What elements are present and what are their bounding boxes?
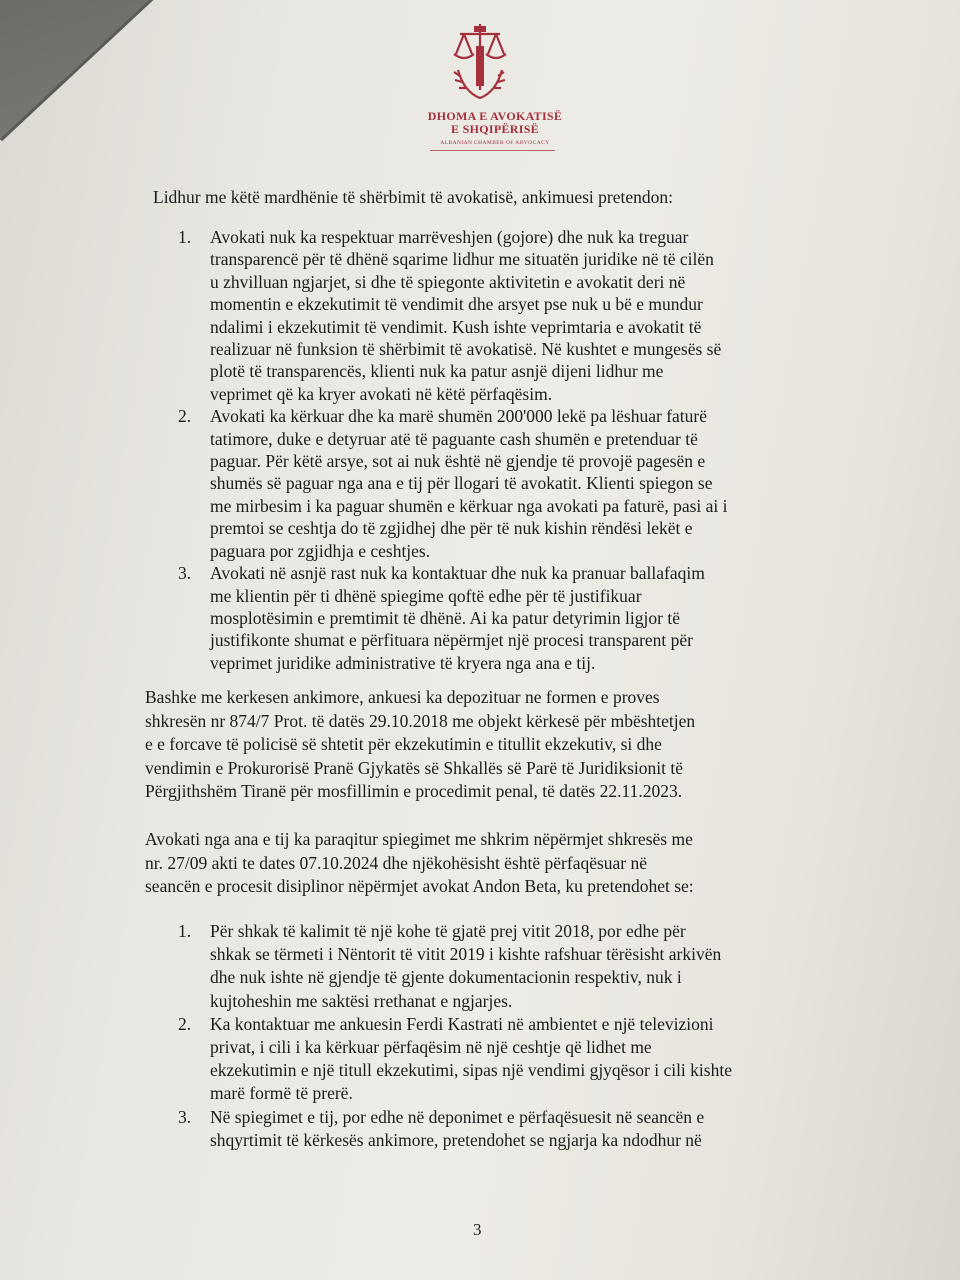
text-line: veprimet që ka kryer avokati në këtë përfaqësim. bbox=[210, 383, 553, 404]
evidence-paragraph bbox=[145, 686, 825, 804]
page-number: 3 bbox=[473, 1220, 482, 1239]
text-line: premtoi se ceshtja do të zgjidhej dhe për të nuk kishin rëndësi lekët e bbox=[210, 518, 693, 539]
text-line: kujtoheshin me saktësi rrethanat e ngjarjes. bbox=[210, 990, 513, 1011]
text-line: justifikonte shumat e përfituara nëpërmjet një procesi transparent për bbox=[210, 630, 694, 651]
text-line: paguar. Për këtë arsye, sot ai nuk është në gjendje të provojë pagesën e bbox=[210, 451, 706, 472]
text-line: shkak se tërmeti i Nëntorit të vitit 2019 i kishte rafshuar tërësisht arkivën bbox=[210, 944, 722, 965]
text-line: veprimet juridike administrative të kryera nga ana e tij. bbox=[210, 652, 596, 673]
text-line: e e forcave të policisë së shtetit për ekzekutimin e titullit ekzekutiv, si dhe bbox=[145, 734, 662, 754]
text-line: u zhvilluan ngjarjet, si dhe të spiegonte aktivitetin e avokatit deri në bbox=[210, 271, 686, 292]
text-line: vendimin e Prokurorisë Pranë Gjykatës së Shkallës së Parë të Juridiksionit të bbox=[145, 757, 684, 778]
text-line: seancën e procesit disiplinor nëpërmjet avokat Andon Beta, ku pretendohet se: bbox=[145, 876, 694, 896]
text-line: momentin e ekzekutimit të vendimit dhe arsyet pse nuk u bë e mundur bbox=[210, 294, 703, 315]
list-number: 1. bbox=[178, 921, 192, 941]
chamber-name-line2: E SHQIPËRISË bbox=[451, 122, 539, 136]
list-item bbox=[170, 1013, 825, 1106]
list-item bbox=[170, 1106, 825, 1152]
chamber-name-line1: DHOMA E AVOKATISË bbox=[427, 109, 563, 123]
text-line: Avokati ka kërkuar dhe ka marë shumën 200'000 lekë pa lëshuar faturë bbox=[210, 406, 708, 427]
text-line: marë formë të prerë. bbox=[210, 1083, 353, 1104]
defense-list bbox=[170, 920, 825, 1152]
text-line: tatimore, duke e detyruar atë të paguante cash shumën e pretenduar të bbox=[210, 428, 698, 449]
list-item bbox=[170, 562, 825, 674]
text-line: Avokati nga ana e tij ka paraqitur spiegimet me shkrim nëpërmjet shkresës me bbox=[145, 829, 693, 849]
list-item-text bbox=[210, 562, 825, 674]
response-paragraph bbox=[145, 828, 825, 899]
text-line: Për shkak të kalimit të një kohe të gjatë prej vitit 2018, por edhe për bbox=[210, 921, 686, 941]
text-line: me mirbesim i ka paguar shumën e kërkuar nga avokati pa faturë, pasi ai i bbox=[210, 495, 728, 516]
text-line: Avokati në asnjë rast nuk ka kontaktuar dhe nuk ka pranuar ballafaqim bbox=[210, 563, 705, 584]
list-item bbox=[170, 920, 825, 1013]
list-number: 2. bbox=[178, 406, 192, 427]
list-item-text bbox=[210, 226, 825, 405]
list-item-text bbox=[210, 405, 825, 562]
text-line: Ka kontaktuar me ankuesin Ferdi Kastrati në ambientet e një televizioni bbox=[210, 1013, 714, 1034]
text-line: ndalimi i ekzekutimit të vendimit. Kush ishte veprimtaria e avokatit të bbox=[210, 316, 702, 337]
text-line: nr. 27/09 akti te dates 07.10.2024 dhe njëkohësisht është përfaqësuar në bbox=[145, 852, 648, 873]
text-line: shumës së paguar nga ana e tij për llogari të avokatit. Klienti spiegon se bbox=[210, 473, 713, 494]
chamber-name-english: ALBANIAN CHAMBER OF ADVOCACY bbox=[440, 140, 550, 146]
scales-of-justice-logo-icon bbox=[440, 18, 520, 106]
list-number: 1. bbox=[178, 227, 192, 247]
list-item-text bbox=[210, 920, 825, 1013]
list-number: 3. bbox=[178, 563, 192, 584]
text-line: realizuar në funksion të shërbimit të avokatisë. Në kushtet e mungesës së bbox=[210, 339, 722, 360]
text-line: privat, i cili i ka kërkuar përfaqësim në një ceshtje që lidhet me bbox=[210, 1037, 652, 1058]
list-item-text bbox=[210, 1106, 825, 1152]
text-line: dhe nuk ishte në gjendje të gjente dokumentacionin respektiv, nuk i bbox=[210, 967, 682, 988]
text-line: transparencë për të dhënë sqarime lidhur me situatën juridike në të cilën bbox=[210, 249, 714, 270]
text-line: shkresën nr 874/7 Prot. të datës 29.10.2018 me objekt kërkesë për mbështetjen bbox=[145, 710, 696, 731]
chamber-name bbox=[380, 110, 610, 136]
list-number: 2. bbox=[178, 1013, 192, 1034]
text-line: Përgjithshëm Tiranë për mosfillimin e procedimit penal, të datës 22.11.2023. bbox=[145, 781, 683, 801]
text-line: mosplotësimin e premtimit të dhënë. Ai ka patur detyrimin ligjor të bbox=[210, 607, 680, 628]
text-line: ekzekutimin e një titull ekzekutimi, sipas një vendimi gjyqësor i cili kishte bbox=[210, 1060, 732, 1081]
text-line: plotë të transparencës, klienti nuk ka patur asnjë dijeni lidhur me bbox=[210, 361, 664, 382]
list-number: 3. bbox=[178, 1106, 192, 1127]
list-item-text bbox=[210, 1013, 825, 1106]
claims-list bbox=[170, 226, 825, 674]
list-item bbox=[170, 405, 825, 562]
letterhead-divider bbox=[430, 150, 555, 151]
text-line: Bashke me kerkesen ankimore, ankuesi ka depozituar ne formen e proves bbox=[145, 687, 660, 707]
text-line: shqyrtimit të kërkesës ankimore, pretendohet se ngjarja ka ndodhur në bbox=[210, 1129, 702, 1150]
intro-sentence: Lidhur me këtë mardhënie të shërbimit të avokatisë, ankimuesi pretendon: bbox=[153, 187, 673, 207]
text-line: Avokati nuk ka respektuar marrëveshjen (gojore) dhe nuk ka treguar bbox=[210, 227, 689, 247]
list-item bbox=[170, 226, 825, 405]
text-line: paguara por zgjidhja e ceshtjes. bbox=[210, 540, 431, 561]
text-line: me klientin për ti dhënë spiegime qoftë edhe për të justifikuar bbox=[210, 585, 642, 606]
text-line: Në spiegimet e tij, por edhe në deponimet e përfaqësuesit në seancën e bbox=[210, 1106, 705, 1127]
